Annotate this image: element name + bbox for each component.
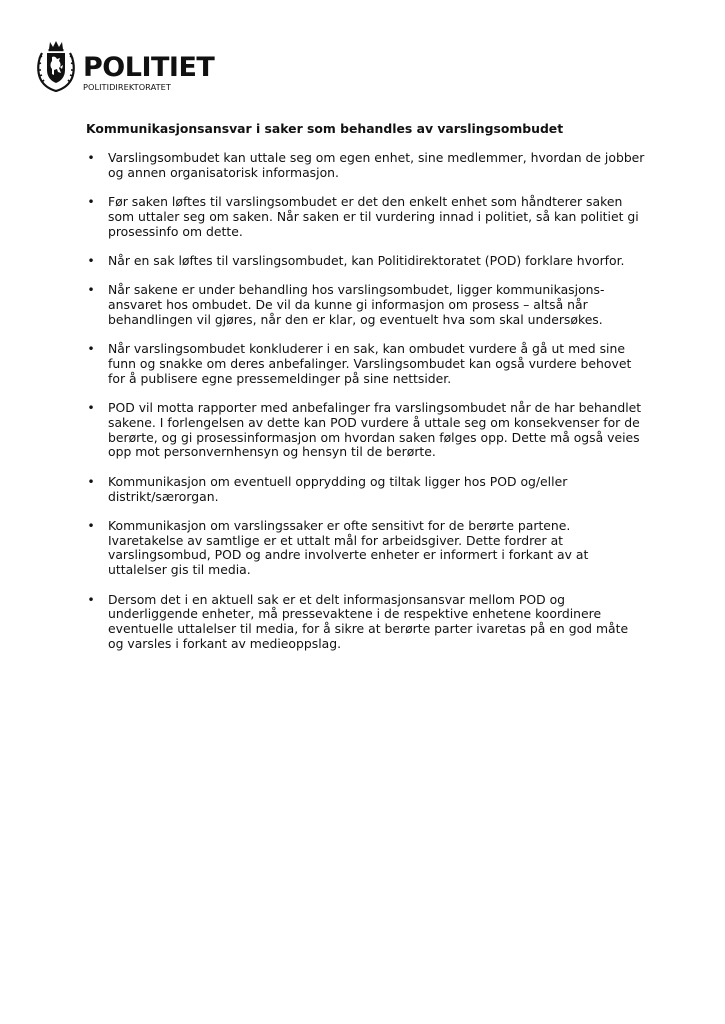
logo-subtitle: POLITIDIREKTORATET xyxy=(83,82,171,92)
document-body xyxy=(86,121,646,666)
list-item-text: Kommunikasjon om varslingssaker er ofte sensitivt for de berørte partene. Ivaretakelse av samtlige er et uttalt mål for arbeidsgiver. Dette fordrer at varslingsombud, POD og andre involverte enheter er informert i forkant av at uttalelser gis til media. xyxy=(108,517,589,578)
bullet-list xyxy=(86,151,646,652)
list-item xyxy=(86,283,646,327)
bullet-point: • xyxy=(87,473,95,489)
list-item xyxy=(86,151,646,181)
logo-title: POLITIET xyxy=(83,52,215,83)
document-heading: Kommunikasjonsansvar i saker som behandles av varslingsombudet xyxy=(86,121,564,136)
list-item-text: Når en sak løftes til varslingsombudet, kan Politidirektoratet (POD) forklare hvorfor. xyxy=(108,252,625,268)
list-item-text: Før saken løftes til varslingsombudet er det den enkelt enhet som håndterer saken som uttaler seg om saken. Når saken er til vurdering innad i politiet, så kan politiet gi prosessinfo om dette. xyxy=(108,194,639,239)
list-item xyxy=(86,401,646,460)
bullet-point: • xyxy=(87,591,95,607)
list-item-text: POD vil motta rapporter med anbefalinger fra varslingsombudet når de har behandlet sakene. I forlengelsen av dette kan POD vurdere å uttale seg om konsekvenser for de berørte, og gi prosessinformasjon om hvordan saken følges opp. Dette må også veies opp mot personvernhensyn og hensyn til de berørte. xyxy=(108,400,642,460)
bullet-point: • xyxy=(87,150,95,165)
politiet-logo xyxy=(36,40,214,92)
list-item xyxy=(86,195,646,239)
list-item xyxy=(86,593,646,652)
bullet-point: • xyxy=(87,517,95,533)
coat-of-arms-icon xyxy=(36,40,76,92)
bullet-point: • xyxy=(87,282,95,298)
bullet-point: • xyxy=(87,194,95,210)
list-item-text: Dersom det i en aktuell sak er et delt informasjonsansvar mellom POD og underliggende enheter, må pressevaktene i de respektive enhetene koordinere eventuelle uttalelser til media, for å sikre at berørte parter ivaretas på en god måte og varsles i forkant av medieoppslag. xyxy=(108,591,629,651)
list-item-text: Kommunikasjon om eventuell opprydding og tiltak ligger hos POD og/eller distrikt/særorgan. xyxy=(108,473,568,504)
list-item xyxy=(86,254,646,269)
list-item xyxy=(86,519,646,578)
list-item-text: Når sakene er under behandling hos varslingsombudet, ligger kommunikasjons-ansvaret hos ombudet. De vil da kunne gi informasjon om prosess – altså når behandlingen vil gjøres, når den er klar, og eventuelt hva som skal undersøkes. xyxy=(108,282,605,327)
bullet-point: • xyxy=(87,252,95,268)
list-item-text: Varslingsombudet kan uttale seg om egen enhet, sine medlemmer, hvordan de jobber og annen organisatorisk informasjon. xyxy=(108,150,645,180)
list-item xyxy=(86,342,646,386)
bullet-point: • xyxy=(87,400,95,416)
list-item xyxy=(86,475,646,505)
list-item-text: Når varslingsombudet konkluderer i en sak, kan ombudet vurdere å gå ut med sine funn og snakke om deres anbefalinger. Varslingsombudet kan også vurdere behovet for å publisere egne pressemeldinger på sine nettsider. xyxy=(108,341,632,386)
bullet-point: • xyxy=(87,341,95,357)
